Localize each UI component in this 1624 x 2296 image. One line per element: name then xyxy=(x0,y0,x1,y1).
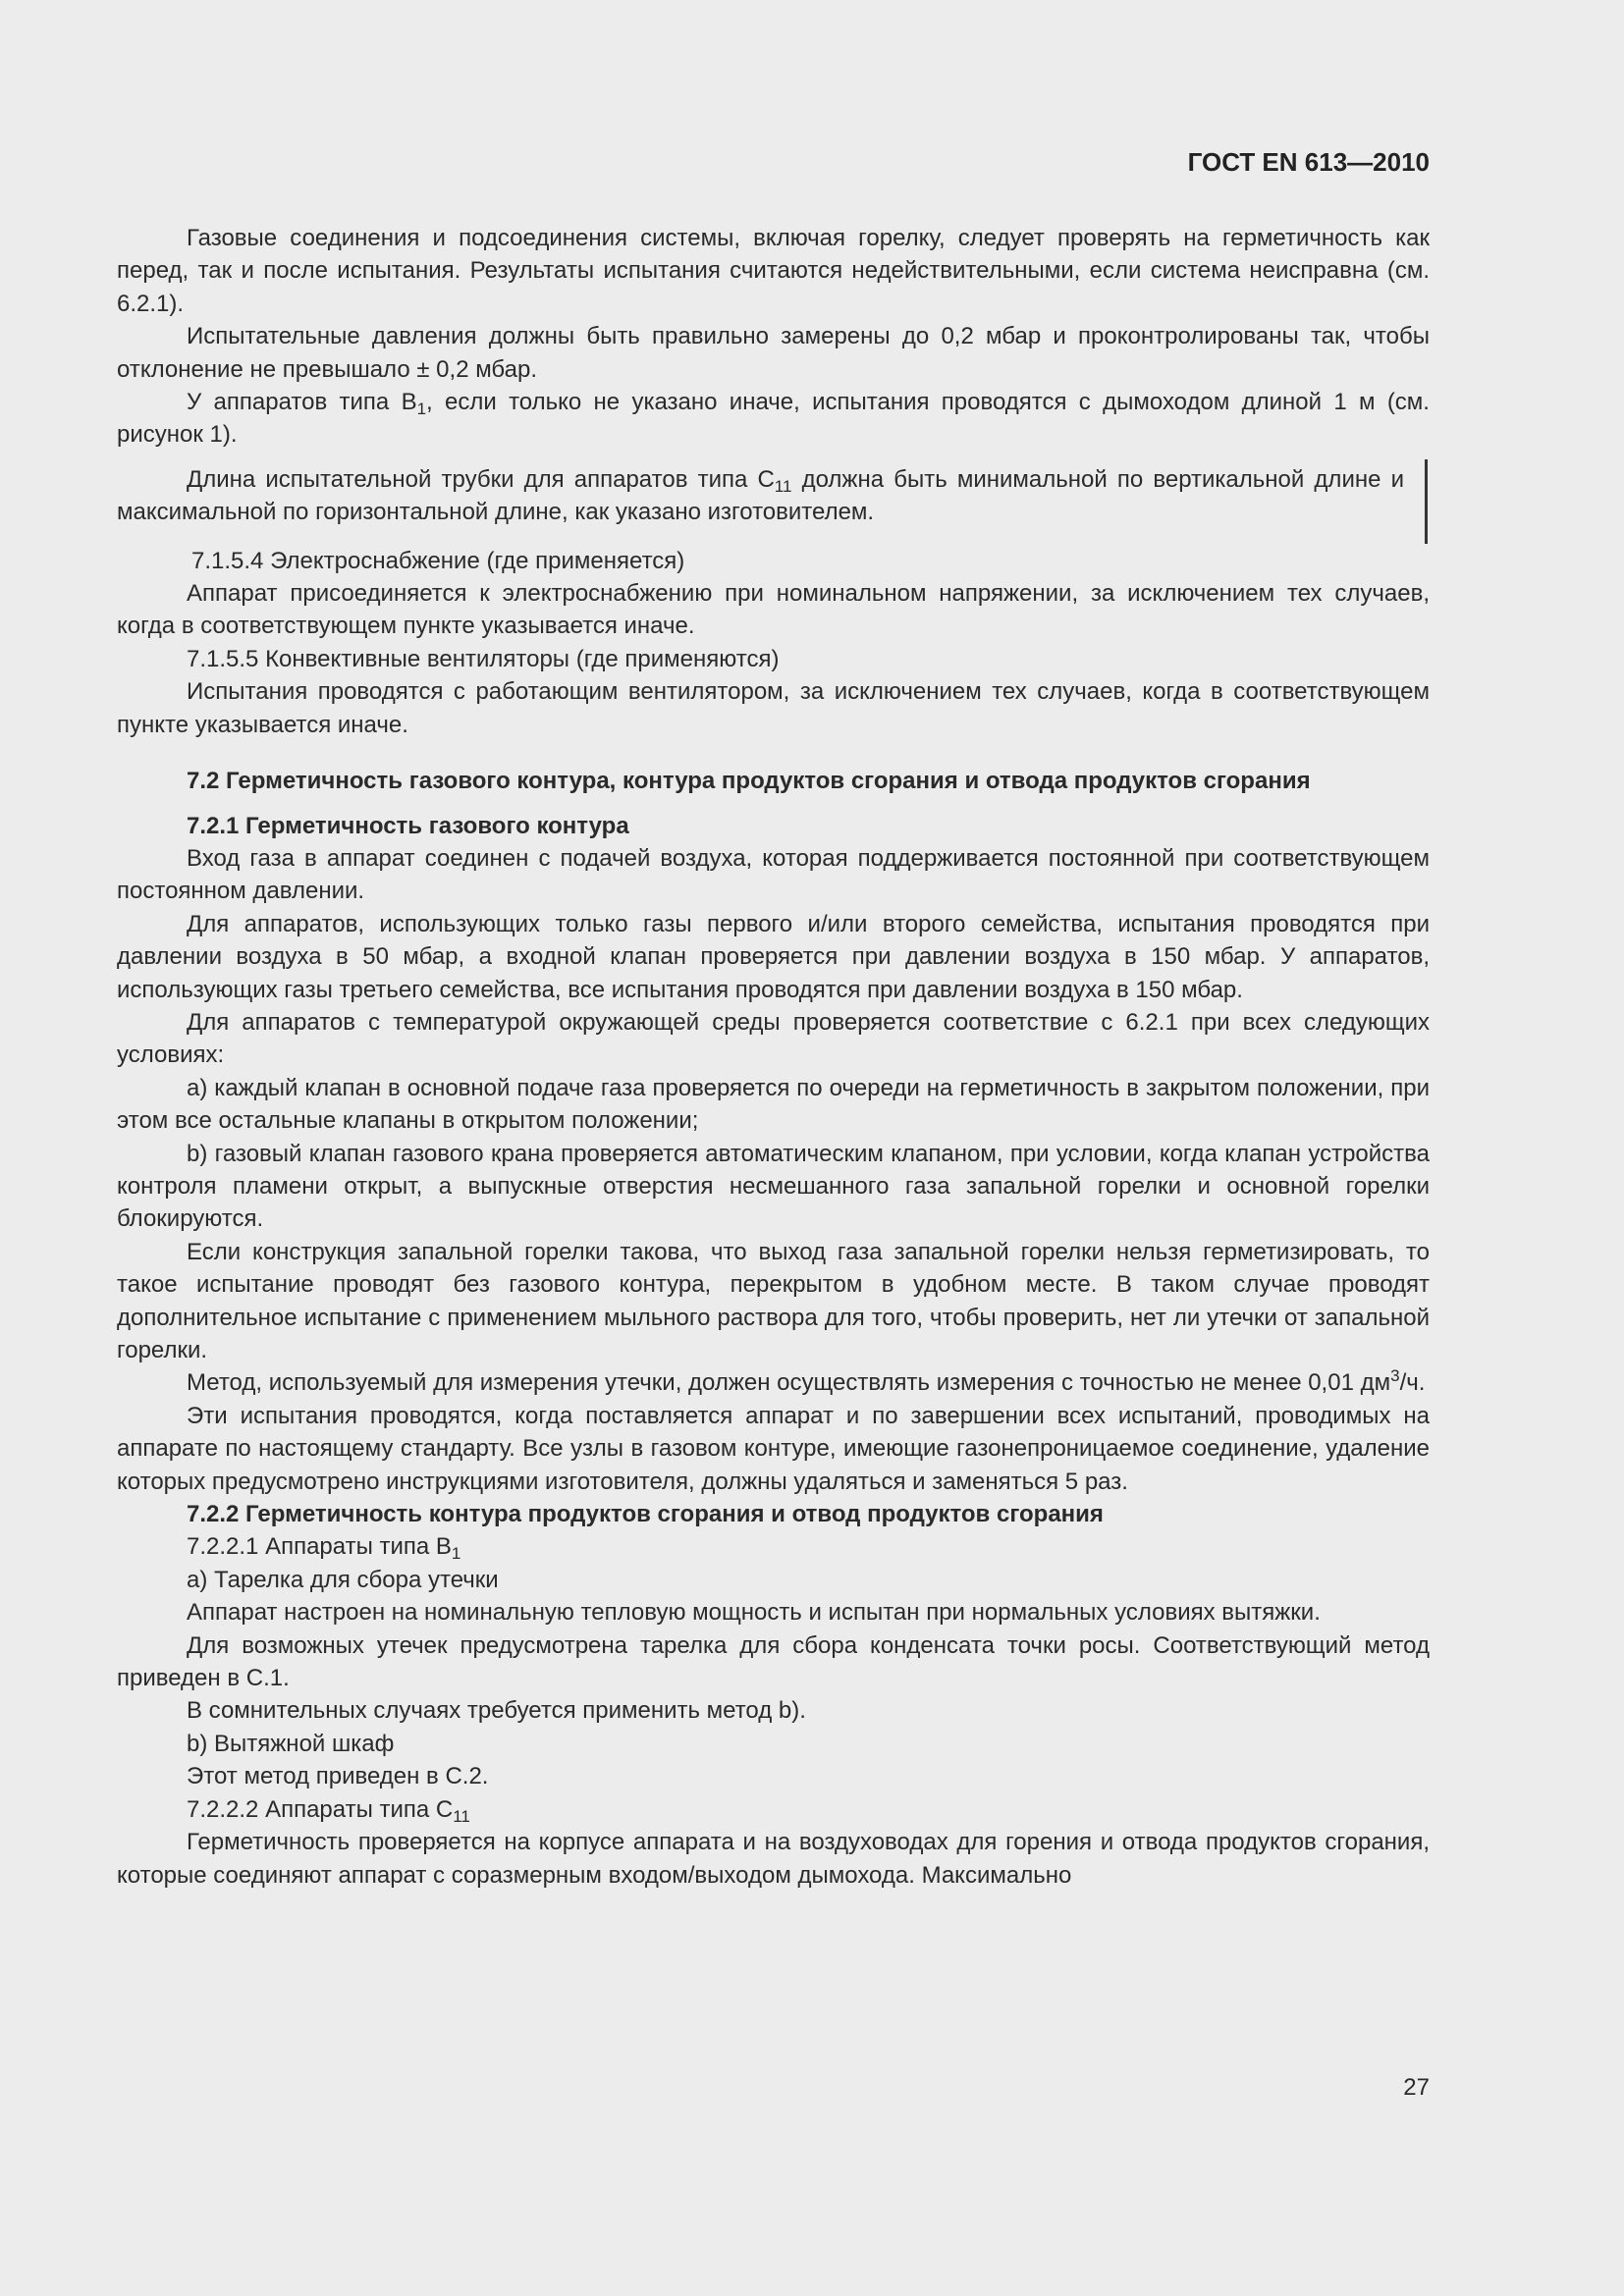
page-body xyxy=(117,222,1430,1892)
paragraph: Аппарат присоединяется к электроснабжению при номинальном напряжении, за исключением тех случаев, когда в соответствующем пункте указывается иначе. xyxy=(117,580,1430,640)
paragraph: У аппаратов типа $В_1$, если только не указано иначе, испытания проводятся с дымоходом длиной 1 м (см. рисунок 1). xyxy=(117,389,1430,449)
list-item: b) Вытяжной шкаф xyxy=(187,1730,395,1757)
paragraph: Герметичность проверяется на корпусе аппарата и на воздуховодах для горения и отвода продуктов сгорания, которые соединяют аппарат с соразмерным входом/выходом дымохода. Максимально xyxy=(117,1829,1430,1889)
page-number: 27 xyxy=(1403,2074,1430,2101)
paragraph: Газовые соединения и подсоединения системы, включая горелку, следует проверять на герметичность как перед, так и после испытания. Результаты испытания считаются недействительными, если система неисправна (см. 6.2.1). xyxy=(117,225,1430,317)
paragraph-amended: Длина испытательной трубки для аппаратов типа $С_{11}$ должна быть минимальной по вертикальной длине и максимальной по горизонтальной длине, как указано изготовителем. xyxy=(117,465,1404,526)
paragraph: Этот метод приведен в С.2. xyxy=(187,1763,489,1790)
subsection-heading: 7.2.1 Герметичность газового контура xyxy=(187,812,629,839)
paragraph: Если конструкция запальной горелки такова, что выход газа запальной горелки нельзя герметизировать, то такое испытание проводят без газового контура, перекрытом в удобном месте. В таком случае проводят дополнительное испытание с применением мыльного раствора для того, чтобы проверить, нет ли утечки от запальной горелки. xyxy=(117,1238,1430,1363)
paragraph: Эти испытания проводятся, когда поставляется аппарат и по завершении всех испытаний, проводимых на аппарате по настоящему стандарту. Все узлы в газовом контуре, имеющие газонепроницаемое соединение, удаление которых предусмотрено инструкциями изготовителя, должны удаляться и заменяться 5 раз. xyxy=(117,1402,1430,1495)
paragraph: Испытательные давления должны быть правильно замерены до 0,2 мбар и проконтролированы так, чтобы отклонение не превышало ± 0,2 мбар. xyxy=(117,323,1430,383)
subsection-heading: 7.2.2.2 Аппараты типа $С_{11}$ xyxy=(187,1795,470,1826)
subsection-heading: 7.2.2 Герметичность контура продуктов сгорания и отвод продуктов сгорания xyxy=(187,1501,1104,1528)
list-item: а) каждый клапан в основной подаче газа проверяется по очереди на герметичность в закрытом положении, при этом все остальные клапаны в открытом положении; xyxy=(117,1074,1430,1135)
list-item: b) газовый клапан газового крана проверяется автоматическим клапаном, при условии, когда клапан устройства контроля пламени открыт, а выпускные отверстия несмешанного газа запальной горелки и основной горелки блокируются. xyxy=(117,1140,1430,1233)
document-header: ГОСТ EN 613—2010 xyxy=(1187,147,1430,177)
subsection-heading: 7.2.2.1 Аппараты типа $В_1$ xyxy=(187,1533,461,1564)
paragraph: Вход газа в аппарат соединен с подачей воздуха, которая поддерживается постоянной при соответствующем постоянном давлении. xyxy=(117,844,1430,905)
list-item: а) Тарелка для сбора утечки xyxy=(187,1566,499,1593)
paragraph: Для аппаратов с температурой окружающей среды проверяется соответствие с 6.2.1 при всех следующих условиях: xyxy=(117,1008,1430,1069)
subsection-heading: 7.1.5.4 Электроснабжение (где применяется) xyxy=(191,547,685,574)
paragraph: Для аппаратов, использующих только газы первого и/или второго семейства, испытания проводятся при давлении воздуха в 50 мбар, а входной клапан проверяется при давлении воздуха в 150 мбар. У аппаратов, использующих газы третьего семейства, все испытания проводятся при давлении воздуха в 150 мбар. xyxy=(117,910,1430,1003)
paragraph: В сомнительных случаях требуется применить метод b). xyxy=(187,1697,806,1725)
paragraph: Испытания проводятся с работающим вентилятором, за исключением тех случаев, когда в соответствующем пункте указывается иначе. xyxy=(117,678,1430,738)
paragraph: Для возможных утечек предусмотрена тарелка для сбора конденсата точки росы. Соответствующий метод приведен в С.1. xyxy=(117,1631,1430,1692)
paragraph: Аппарат настроен на номинальную тепловую мощность и испытан при нормальных условиях вытяжки. xyxy=(187,1599,1321,1627)
paragraph: Метод, используемый для измерения утечки, должен осуществлять измерения с точностью не менее 0,01 $дм^3/ч$. xyxy=(187,1366,1426,1397)
subsection-heading: 7.1.5.5 Конвективные вентиляторы (где применяются) xyxy=(187,645,780,672)
section-heading: 7.2 Герметичность газового контура, контура продуктов сгорания и отвода продуктов сгорания xyxy=(187,768,1311,795)
